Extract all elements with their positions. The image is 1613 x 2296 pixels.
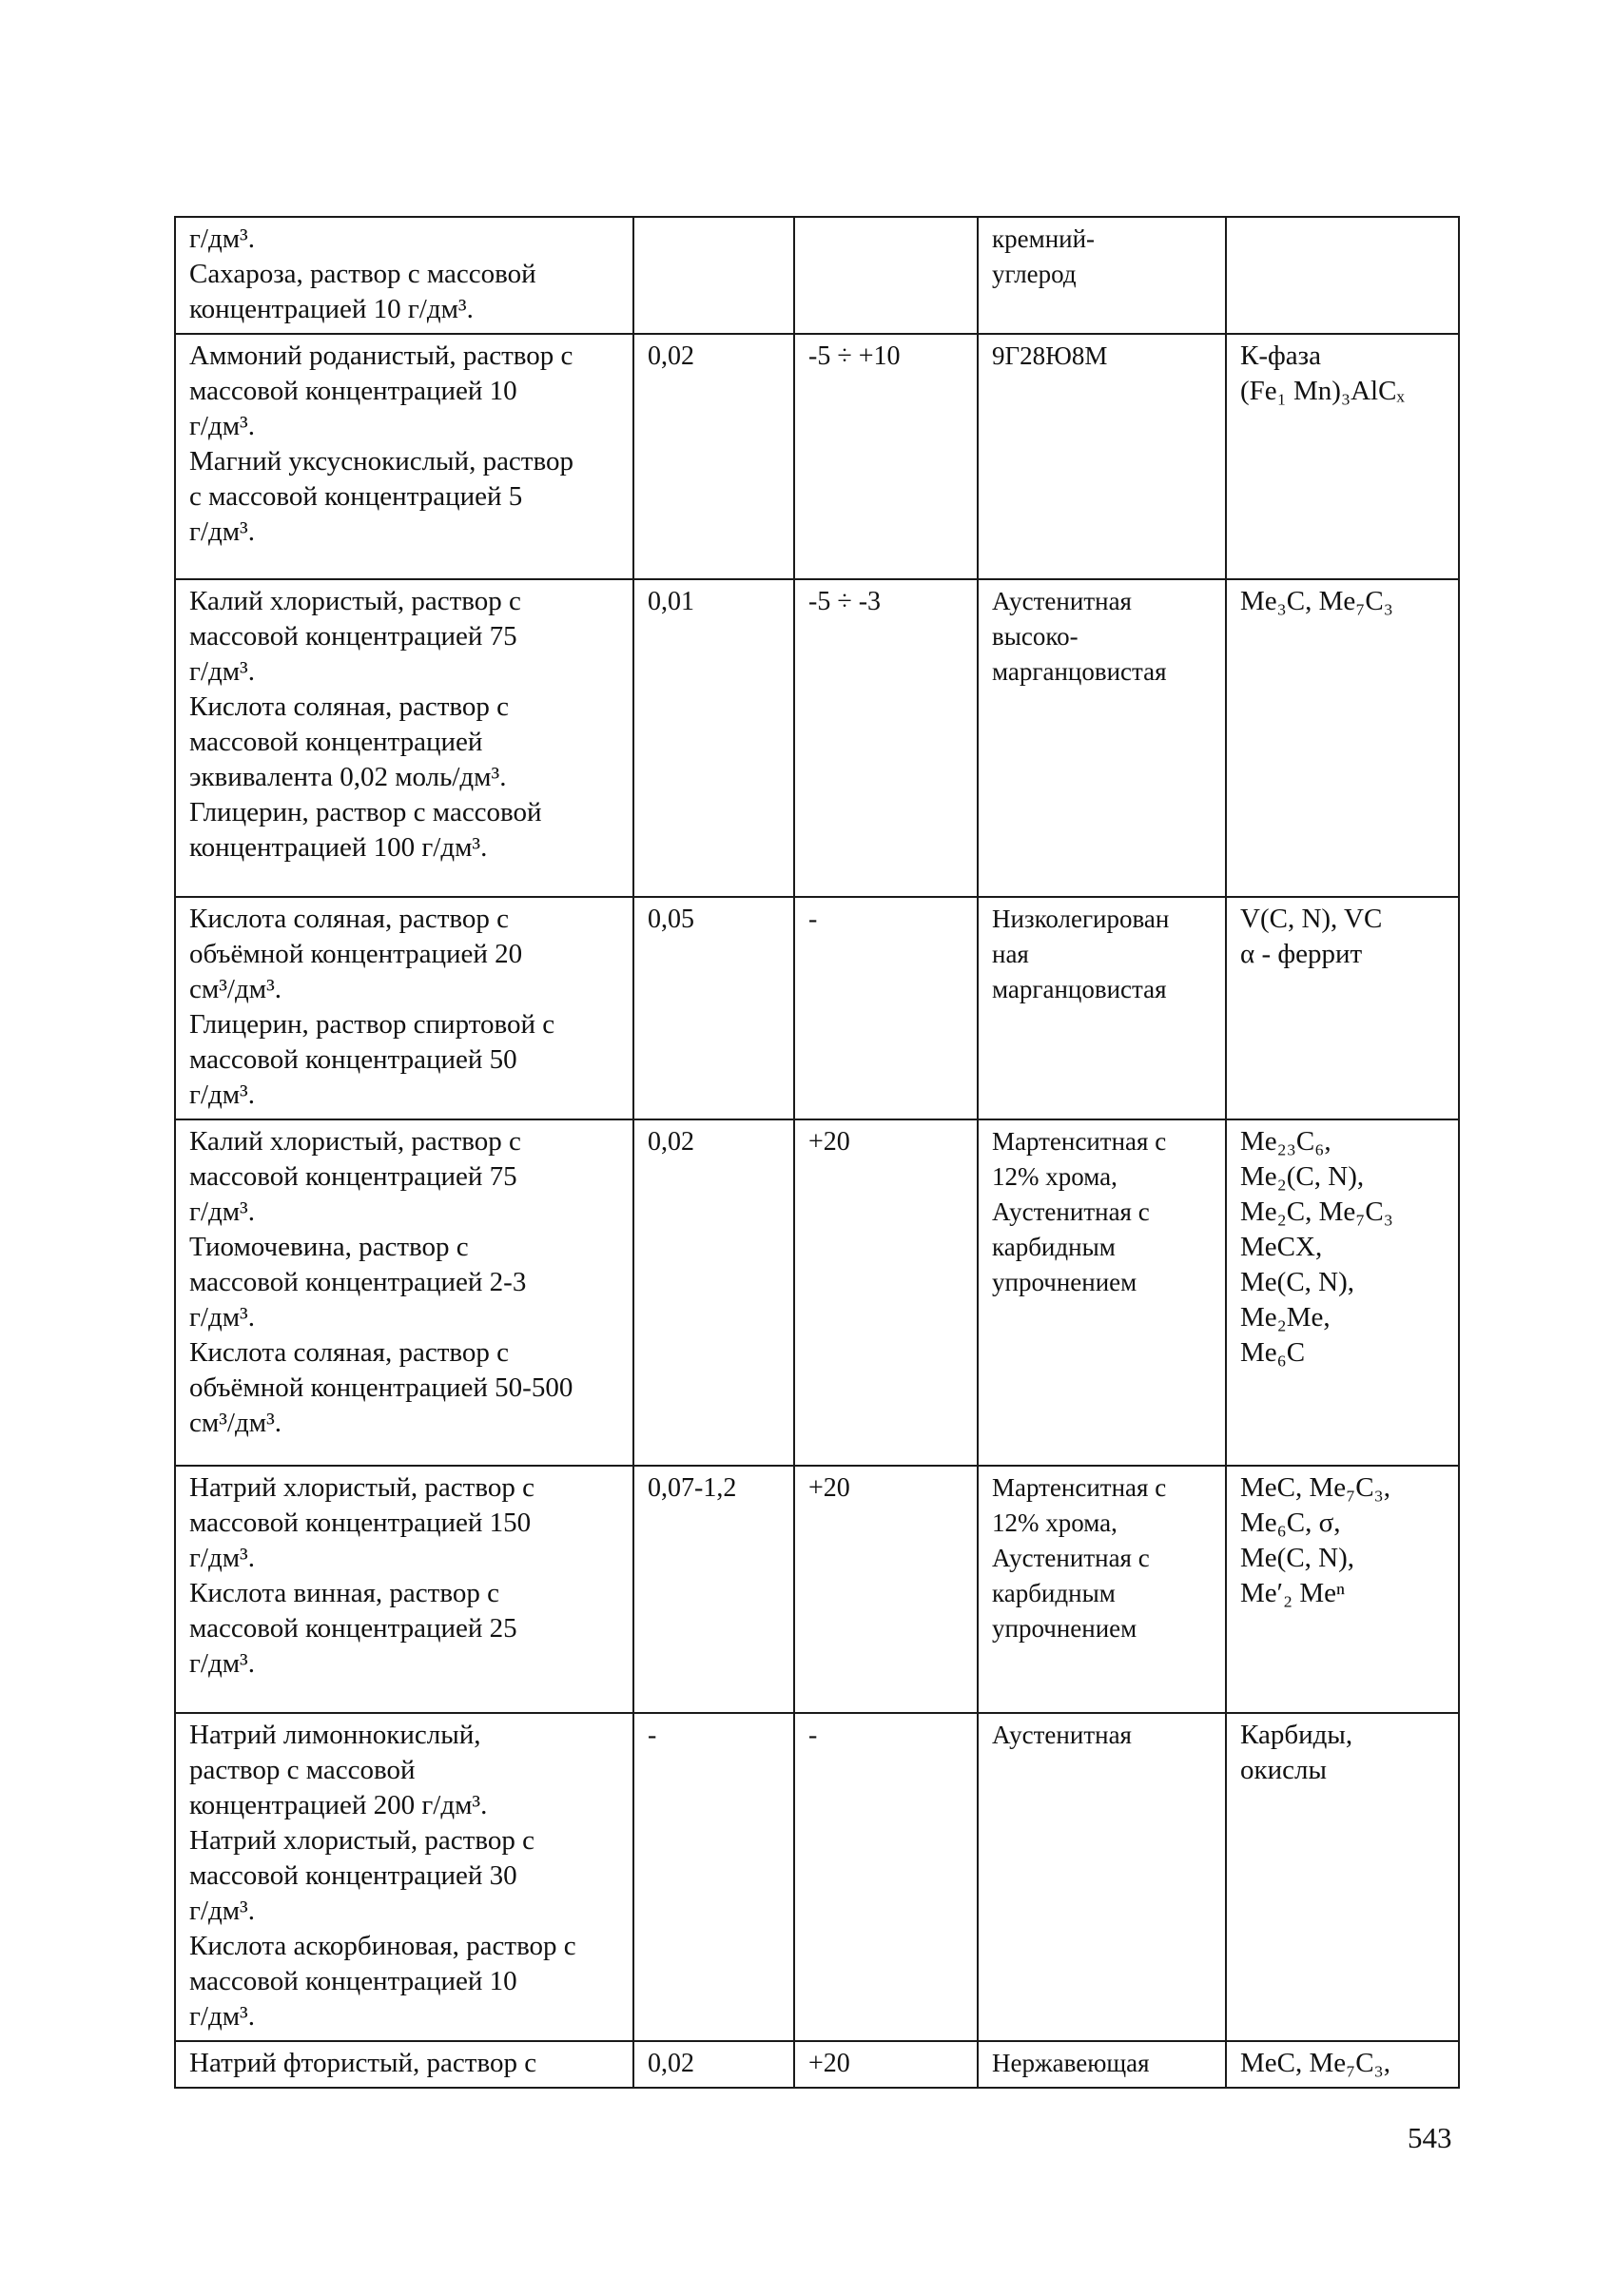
cell-text-line: эквивалента 0,02 моль/дм³. [189,762,507,792]
cell-text-line: объёмной концентрацией 50-500 [189,1372,573,1403]
cell-text-line: Аустенитная [992,1721,1132,1749]
steel-class-cell [978,334,1226,579]
cell-text-line: см³/дм³. [189,1408,282,1438]
cell-text-line: Кислота аскорбиновая, раствор с [189,1931,576,1961]
cell-text-line: г/дм³. [189,656,256,687]
cell-text-line: Me(C, N), [1240,1267,1355,1297]
cell-text-line: Натрий хлористый, раствор с [189,1472,534,1503]
cell-text-line: Me₂Me, [1240,1302,1331,1333]
cell-text-line: Me₂₃C₆, [1240,1126,1331,1157]
cell-text-line: массовой концентрацией 150 [189,1508,532,1538]
table-row [175,897,1459,1119]
cell-text-line: Me′₂ Meⁿ [1240,1578,1346,1608]
steel-class-cell [978,579,1226,897]
cell-text-line: (Fe₁ Mn)₃AlCₓ [1240,376,1405,406]
cell-text-line: с массовой концентрацией 5 [189,481,523,512]
current-density-cell [633,1466,794,1713]
reagents-cell [175,2041,633,2088]
reagents-cell [175,579,633,897]
page-number: 543 [1408,2121,1452,2154]
cell-text-line: г/дм³. [189,516,256,547]
cell-text-line: карбидным [992,1579,1116,1607]
phases-cell [1226,2041,1459,2088]
cell-text-line: массовой концентрацией 2-3 [189,1267,527,1297]
cell-text-line: Me₂(C, N), [1240,1161,1365,1192]
cell-text-line: Калий хлористый, раствор с [189,1126,521,1157]
reagents-cell [175,1119,633,1466]
cell-text-line: окислы [1240,1755,1327,1785]
temperature-cell [794,897,978,1119]
cell-text-line: г/дм³. [189,1197,256,1227]
table-row [175,1713,1459,2041]
cell-text-line: Me₆C [1240,1337,1306,1368]
table-row [175,334,1459,579]
table-row [175,1119,1459,1466]
cell-text-line: Me₂C, Me₇C₃ [1240,1197,1393,1227]
cell-text-line: Me₃C, Me₇C₃ [1240,586,1393,616]
temperature-cell [794,1713,978,2041]
phases-cell [1226,334,1459,579]
cell-text: +20 [808,2049,850,2078]
reagents-cell [175,897,633,1119]
cell-text-line: Низколегирован [992,905,1170,933]
temperature-cell [794,2041,978,2088]
cell-text: +20 [808,1127,850,1157]
cell-text: -5 ÷ +10 [808,341,901,371]
cell-text-line: Глицерин, раствор с массовой [189,797,542,827]
cell-text-line: концентрацией 200 г/дм³. [189,1790,488,1820]
cell-text-line: упрочнением [992,1268,1137,1296]
cell-text-line: Аустенитная [992,587,1132,615]
cell-text: 0,02 [648,1127,694,1157]
cell-text-line: концентрацией 100 г/дм³. [189,832,488,863]
cell-text-line: Сахароза, раствор с массовой [189,259,536,289]
cell-text-line: г/дм³. [189,224,256,254]
cell-text-line: Me(C, N), [1240,1543,1355,1573]
cell-text: +20 [808,1473,850,1503]
cell-text-line: карбидным [992,1233,1116,1261]
current-density-cell [633,334,794,579]
cell-text-line: массовой концентрацией 10 [189,1966,517,1996]
cell-text: 0,02 [648,2049,694,2078]
cell-text-line: Натрий лимоннокислый, [189,1720,481,1750]
temperature-cell [794,334,978,579]
steel-class-cell [978,1466,1226,1713]
cell-text: 0,01 [648,587,694,616]
cell-text-line: Магний уксуснокислый, раствор [189,446,573,477]
document-table [174,216,1460,2089]
cell-text-line: 12% хрома, [992,1162,1117,1191]
cell-text-line: 12% хрома, [992,1508,1117,1537]
cell-text-line: Аустенитная с [992,1544,1150,1572]
cell-text-line: V(C, N), VC [1240,904,1383,934]
cell-text-line: объёмной концентрацией 20 [189,939,523,969]
cell-text-line: α - феррит [1240,939,1363,969]
cell-text-line: Натрий хлористый, раствор с [189,1825,534,1856]
cell-text-line: Мартенситная с [992,1473,1167,1502]
cell-text: 0,05 [648,905,694,934]
cell-text-line: г/дм³. [189,411,256,441]
table-row [175,1466,1459,1713]
cell-text-line: MeC, Me₇C₃, [1240,2048,1390,2078]
cell-text-line: Глицерин, раствор спиртовой с [189,1009,555,1040]
cell-text-line: массовой концентрацией 75 [189,1161,517,1192]
cell-text-line: Кислота винная, раствор с [189,1578,499,1608]
phases-cell [1226,1713,1459,2041]
current-density-cell [633,2041,794,2088]
steel-class-cell [978,1713,1226,2041]
phases-cell [1226,217,1459,334]
cell-text-line: г/дм³. [189,1648,256,1679]
current-density-cell [633,579,794,897]
cell-text-line: Me₆C, σ, [1240,1508,1341,1538]
cell-text-line: Натрий фтористый, раствор с [189,2048,537,2078]
cell-text-line: массовой концентрацией 25 [189,1613,517,1644]
cell-text-line: MeCX, [1240,1232,1323,1262]
cell-text-line: Калий хлористый, раствор с [189,586,521,616]
current-density-cell [633,897,794,1119]
temperature-cell [794,1466,978,1713]
cell-text-line: высоко- [992,622,1079,651]
reagents-cell [175,217,633,334]
cell-text-line: марганцовистая [992,657,1167,686]
cell-text-line: углерод [992,260,1077,288]
phases-cell [1226,579,1459,897]
cell-text-line: марганцовистая [992,975,1167,1003]
temperature-cell [794,1119,978,1466]
cell-text-line: массовой концентрацией 75 [189,621,517,652]
cell-text-line: Кислота соляная, раствор с [189,1337,510,1368]
steel-class-cell [978,217,1226,334]
cell-text-line: К-фаза [1240,341,1321,371]
cell-text-line: Карбиды, [1240,1720,1353,1750]
cell-text-line: г/дм³. [189,1543,256,1573]
steel-class-cell [978,1119,1226,1466]
cell-text: - [648,1721,657,1750]
cell-text-line: г/дм³. [189,1302,256,1333]
cell-text-line: раствор с массовой [189,1755,416,1785]
temperature-cell [794,217,978,334]
cell-text-line: г/дм³. [189,1080,256,1110]
cell-text-line: 9Г28Ю8М [992,341,1108,370]
cell-text-line: г/дм³. [189,1896,256,1926]
cell-text-line: массовой концентрацией 50 [189,1044,517,1075]
current-density-cell [633,217,794,334]
cell-text-line: Мартенситная с [992,1127,1167,1156]
table-body [175,217,1459,2088]
cell-text-line: Нержавеющая [992,2049,1150,2077]
table-row [175,217,1459,334]
temperature-cell [794,579,978,897]
cell-text: 0,07-1,2 [648,1473,737,1503]
reagents-cell [175,1466,633,1713]
current-density-cell [633,1713,794,2041]
cell-text-line: см³/дм³. [189,974,282,1004]
cell-text: -5 ÷ -3 [808,587,882,616]
cell-text: - [808,905,818,934]
current-density-cell [633,1119,794,1466]
cell-text-line: Кислота соляная, раствор с [189,691,510,722]
cell-text-line: массовой концентрацией [189,727,483,757]
cell-text-line: Аустенитная с [992,1197,1150,1226]
phases-cell [1226,897,1459,1119]
cell-text-line: массовой концентрацией 10 [189,376,517,406]
cell-text-line: концентрацией 10 г/дм³. [189,294,474,324]
reagents-cell [175,1713,633,2041]
table-row [175,2041,1459,2088]
table-row [175,579,1459,897]
cell-text: - [808,1721,818,1750]
cell-text-line: MeC, Me₇C₃, [1240,1472,1390,1503]
cell-text-line: кремний- [992,224,1096,253]
cell-text-line: г/дм³. [189,2001,256,2032]
steel-class-cell [978,897,1226,1119]
cell-text-line: массовой концентрацией 30 [189,1860,517,1891]
cell-text-line: Кислота соляная, раствор с [189,904,510,934]
cell-text-line: Аммоний роданистый, раствор с [189,341,573,371]
phases-cell [1226,1119,1459,1466]
phases-cell [1226,1466,1459,1713]
cell-text-line: Тиомочевина, раствор с [189,1232,469,1262]
cell-text-line: упрочнением [992,1614,1137,1643]
steel-class-cell [978,2041,1226,2088]
reagents-cell [175,334,633,579]
cell-text-line: ная [992,940,1029,968]
cell-text: 0,02 [648,341,694,371]
